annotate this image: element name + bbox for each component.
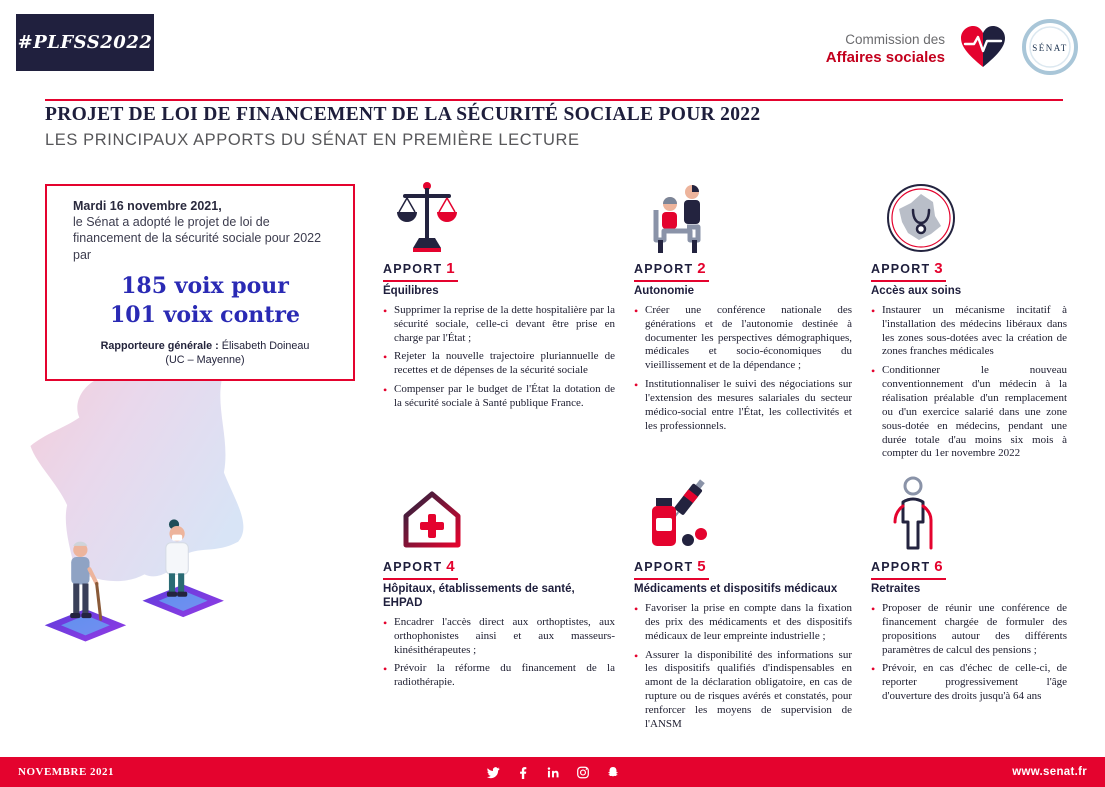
twitter-icon[interactable] (486, 766, 499, 779)
apport-heading (871, 260, 946, 282)
bullet-item: • Conditionner le nouveau conventionnement d'un médecin à la réalisation préalable d'un remplacement ou d'un exercice salarié dans une zone sous-dotée en médecins, pendant une durée totale d'au moins six mois à compter du 1er novembre 2022 (871, 364, 1067, 461)
rapporteur-group: (UC – Mayenne) (165, 354, 245, 367)
apport-title: Équilibres (383, 285, 439, 297)
bullet-item: • Institutionnaliser le suivi des négociations sur l'extension des mesures salariales du secteur médico-social entre l'État, les collectivités et les professionnels. (634, 378, 852, 433)
retiree-icon (871, 474, 1067, 552)
apport-heading (383, 260, 458, 282)
bullet-item: • Favoriser la prise en compte dans la fixation des prix des médicaments et des dispositifs médicaux de leur empreinte industrielle ; (634, 602, 852, 644)
vote-intro: le Sénat a adopté le projet de loi de financement de la sécurité sociale pour 2022 par (73, 215, 322, 262)
apport-section-2 (634, 176, 852, 466)
senat-url[interactable]: www.senat.fr (1012, 766, 1087, 778)
apport-heading (383, 558, 458, 580)
bullet-item: • Rejeter la nouvelle trajectoire pluriannuelle de recettes et de dépenses de la sécurité sociale (383, 350, 615, 378)
apport-heading (634, 558, 709, 580)
commission-block (826, 32, 945, 68)
bullet-list (383, 304, 615, 411)
apport-label: APPORT (634, 262, 694, 276)
medicines-icon (634, 474, 852, 552)
linkedin-icon[interactable] (546, 766, 559, 779)
apport-label: APPORT (634, 560, 694, 575)
social-icons (486, 766, 619, 779)
apport-label: APPORT (383, 560, 443, 575)
apport-title: Médicaments et dispositifs médicaux (634, 583, 838, 596)
apport-title: Autonomie (634, 285, 695, 297)
bullet-list (634, 602, 852, 732)
apport-label: APPORT (871, 262, 931, 276)
hashtag-badge-text: #PLFSS2022 (17, 32, 153, 53)
instagram-icon[interactable] (576, 766, 589, 779)
senat-logo-text: SÉNAT (1032, 43, 1068, 53)
facebook-icon[interactable] (516, 766, 529, 779)
bullet-item: • Encadrer l'accès direct aux orthoptistes, aux orthophonistes ainsi et aux masseurs-kinésithérapeutes ; (383, 616, 615, 658)
apport-section-4 (383, 474, 615, 737)
bullet-item: • Prévoir, en cas d'échec de celle-ci, de reporter progressivement l'âge d'ouverture des droits jusqu'à 64 ans (871, 662, 1067, 704)
commission-line1: Commission des (845, 31, 945, 47)
title-rule (45, 99, 1063, 101)
apport-heading (871, 558, 946, 580)
bullet-item: • Prévoir la réforme du financement de la radiothérapie. (383, 662, 615, 690)
bullet-item: • Proposer de réunir une conférence de financement chargée de formuler des propositions autour des différents paramètres de calcul des pensions ; (871, 602, 1067, 657)
bullet-list (383, 616, 615, 690)
scales-icon (383, 176, 615, 254)
bullet-item: • Supprimer la reprise de la dette hospitalière par la sécurité sociale, celle-ci devant être prise en charge par l'État ; (383, 304, 615, 346)
france-map-illustration (22, 332, 267, 668)
page-subtitle: LES PRINCIPAUX APPORTS DU SÉNAT EN PREMIÈRE LECTURE (45, 131, 580, 149)
footer-date: NOVEMBRE 2021 (18, 766, 115, 778)
votes-for: 185 voix pour (121, 272, 289, 299)
apport-heading (634, 260, 709, 282)
apport-number: 5 (697, 558, 706, 576)
header-right (826, 18, 1079, 81)
apport-title: Accès aux soins (871, 285, 962, 297)
apport-number: 3 (934, 260, 943, 277)
commission-line2: Affaires sociales (825, 48, 945, 66)
vote-box (45, 184, 355, 381)
page-title: PROJET DE LOI DE FINANCEMENT DE LA SÉCURITÉ SOCIALE POUR 2022 (45, 104, 761, 125)
rapporteur-label: Rapporteure générale : (100, 340, 219, 353)
apport-number: 2 (697, 260, 706, 277)
footer-bar (0, 757, 1105, 787)
rapporteur-name: Élisabeth Doineau (218, 340, 310, 353)
snapchat-icon[interactable] (606, 766, 619, 779)
bullet-list (871, 602, 1067, 704)
bullet-item: • Instaurer un mécanisme incitatif à l'installation des médecins libéraux dans les zones sous-dotées avec la création de zones franches médicales (871, 304, 1067, 359)
apports-grid (383, 176, 1067, 737)
apport-number: 6 (934, 558, 943, 576)
hashtag-badge (16, 14, 154, 71)
apport-section-3 (871, 176, 1067, 466)
bullet-item: • Compenser par le budget de l'État la dotation de la sécurité sociale à Santé publique France. (383, 383, 615, 411)
apport-label: APPORT (383, 262, 443, 276)
vote-results (73, 272, 337, 331)
bullet-list (871, 304, 1067, 461)
hospital-house-icon (383, 474, 615, 552)
apport-title: Retraites (871, 583, 921, 596)
senat-logo (1021, 18, 1079, 81)
apport-number: 4 (446, 558, 455, 576)
bullet-item: • Créer une conférence nationale des générations et de l'autonomie destinée à documenter les perspectives démographiques, médicales et socio-économiques du vieillissement et de la dépendance ; (634, 304, 852, 373)
votes-against: 101 voix contre (110, 302, 300, 329)
apport-section-6 (871, 474, 1067, 737)
rapporteur-line (73, 339, 337, 353)
france-stethoscope-icon (871, 176, 1067, 254)
apport-number: 1 (446, 260, 455, 277)
apport-title: Hôpitaux, établissements de santé, EHPAD (383, 583, 575, 610)
apport-section-5 (634, 474, 852, 737)
bullet-item: • Assurer la disponibilité des informations sur les dispositifs qualifiés d'indispensables en amont de la déclaration obligatoire, en cas de rupture ou de risques avérés et constatés, pour renforcer les moyens de supervision de l'ANSM (634, 649, 852, 732)
heart-ecg-icon (959, 25, 1007, 74)
apport-section-1 (383, 176, 615, 466)
apport-label: APPORT (871, 560, 931, 575)
bullet-list (634, 304, 852, 434)
caregiver-icon (634, 176, 852, 254)
vote-date: Mardi 16 novembre 2021, (73, 199, 222, 213)
